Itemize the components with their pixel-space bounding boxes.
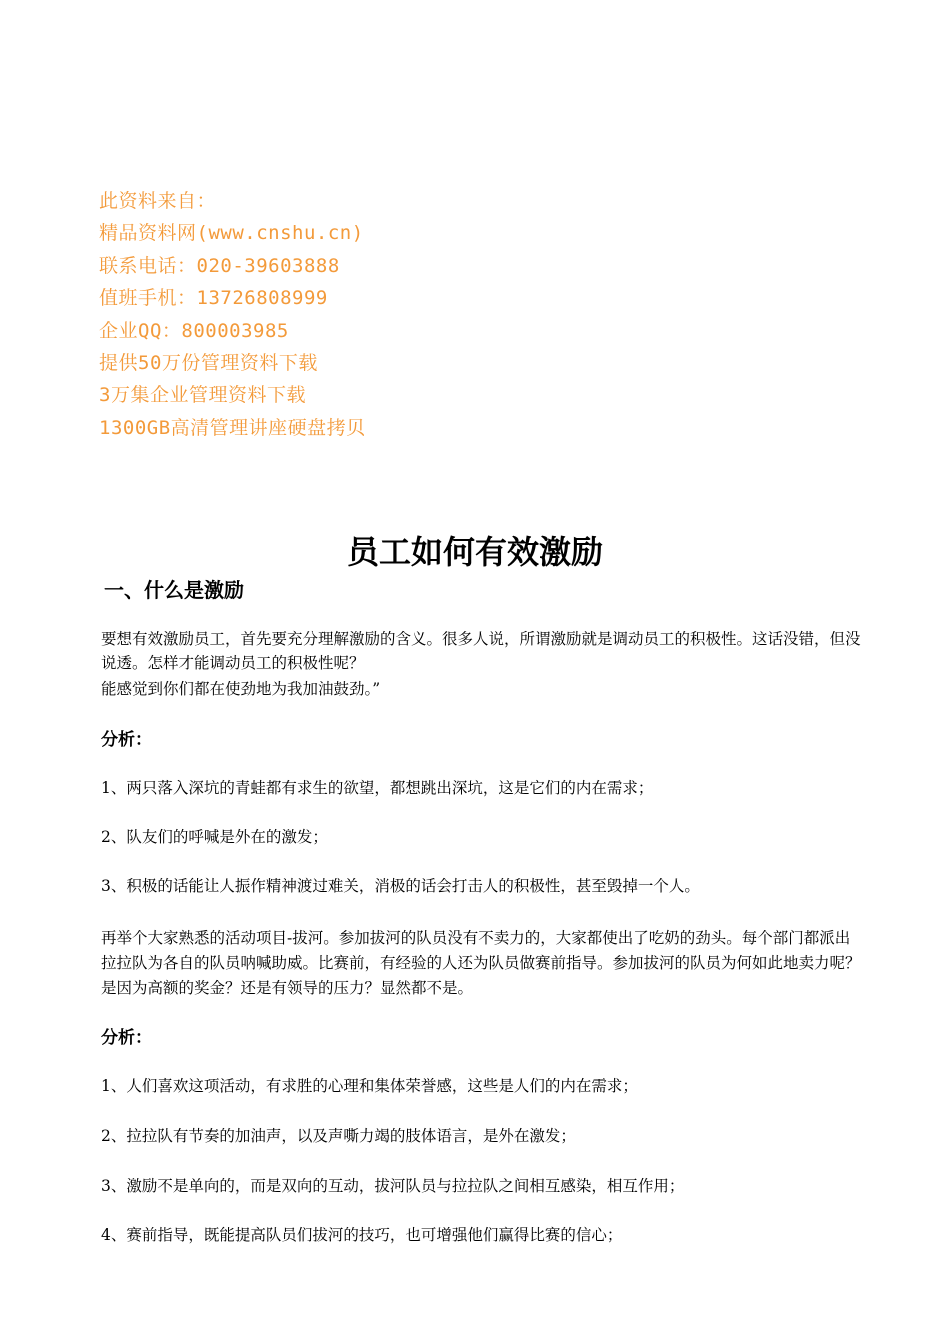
source-info-block bbox=[99, 185, 699, 444]
analysis-item: 3、激励不是单向的，而是双向的互动，拔河队员与拉拉队之间相互感染，相互作用； bbox=[101, 1177, 685, 1195]
source-mobile-line: 值班手机：13726808999 bbox=[99, 287, 328, 310]
analysis-item: 1、人们喜欢这项活动，有求胜的心理和集体荣誉感，这些是人们的内在需求； bbox=[101, 1077, 638, 1095]
source-line: 此资料来自： bbox=[99, 190, 217, 212]
source-qq-line: 企业QQ：800003985 bbox=[99, 319, 289, 342]
intro-paragraph-continued: 能感觉到你们都在使劲地为我加油鼓劲。” bbox=[101, 680, 381, 698]
section-heading: 一、什么是激励 bbox=[104, 578, 244, 602]
source-promo-line: 提供50万份管理资料下载 bbox=[99, 352, 318, 375]
analysis-item: 2、拉拉队有节奏的加油声，以及声嘶力竭的肢体语言，是外在激发； bbox=[101, 1127, 576, 1145]
analysis-heading: 分析： bbox=[101, 730, 152, 750]
intro-paragraph: 要想有效激励员工，首先要充分理解激励的含义。很多人说，所谓激励就是调动员工的积极性。这话没错，但没说透。怎样才能调动员工的积极性呢？ bbox=[101, 630, 861, 672]
example-paragraph: 再举个大家熟悉的活动项目-拔河。参加拔河的队员没有不卖力的，大家都使出了吃奶的劲头。每个部门都派出拉拉队为各自的队员呐喊助威。比赛前，有经验的人还为队员做赛前指导。参加拔河的队员为何如此地卖力呢？是因为高额的奖金？还是有领导的压力？显然都不是。 bbox=[101, 929, 861, 997]
source-website-line: 精品资料网(www.cnshu.cn) bbox=[99, 222, 364, 245]
source-promo-line: 1300GB高清管理讲座硬盘拷贝 bbox=[99, 416, 366, 439]
analysis-item: 1、两只落入深坑的青蛙都有求生的欲望，都想跳出深坑，这是它们的内在需求； bbox=[101, 779, 654, 797]
analysis-heading: 分析： bbox=[101, 1028, 152, 1048]
source-promo-line: 3万集企业管理资料下载 bbox=[99, 384, 306, 407]
source-phone-line: 联系电话：020-39603888 bbox=[99, 254, 340, 277]
analysis-item: 4、赛前指导，既能提高队员们拔河的技巧，也可增强他们赢得比赛的信心； bbox=[101, 1226, 623, 1244]
document-title: 员工如何有效激励 bbox=[346, 533, 603, 571]
analysis-item: 3、积极的话能让人振作精神渡过难关，消极的话会打击人的积极性，甚至毁掉一个人。 bbox=[101, 877, 700, 895]
analysis-item: 2、队友们的呼喊是外在的激发； bbox=[101, 828, 328, 846]
